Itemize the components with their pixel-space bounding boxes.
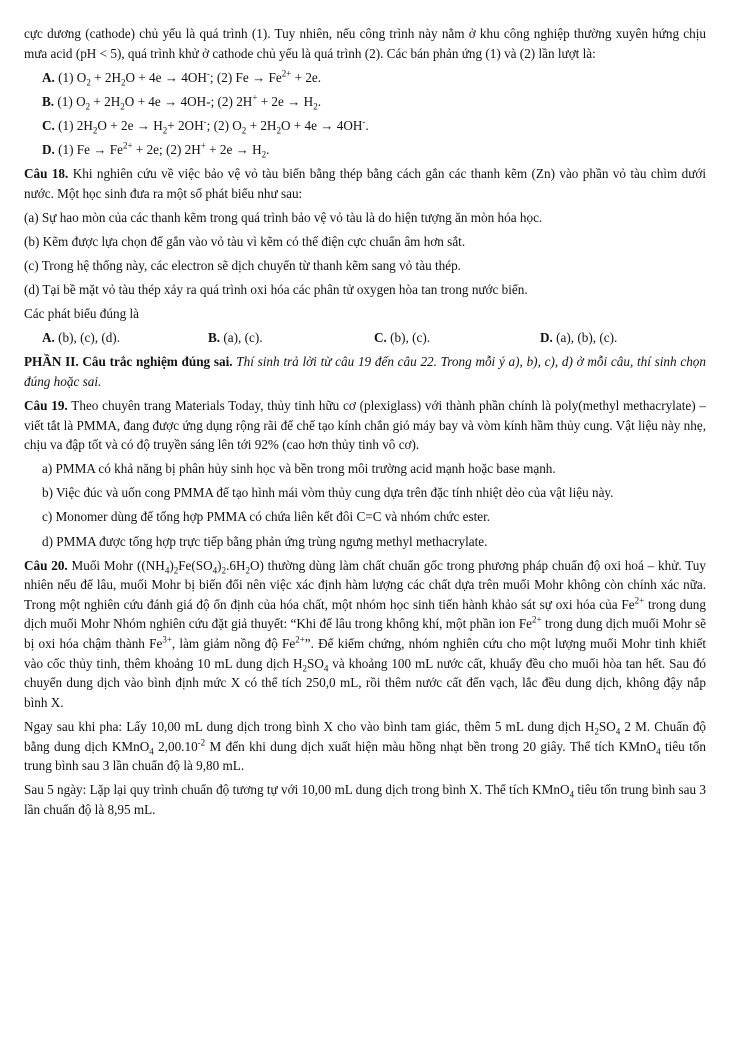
- q19-statement-a: a) PMMA có khả năng bị phân hủy sinh học và bền trong môi trường acid mạnh hoặc base mạnh.: [42, 461, 556, 477]
- q17-stem-line: xuyên hứng chịu mưa acid (pH < 5), quá trình khử ở cathode chủ yếu là quá trình (2). Các bán phản ứng: [24, 26, 707, 61]
- option-label: B.: [42, 93, 55, 109]
- section-title: PHẦN II. Câu trắc nghiệm đúng sai.: [24, 354, 233, 370]
- q17-option-d[interactable]: D. (1) $Fe \to Fe^{2+} + 2e$; (2) $2H^+ + 2e \to H_2$.: [42, 140, 270, 160]
- option-label: D.: [42, 141, 55, 157]
- q20-step-after-5-days: Sau 5 ngày: Lặp lại quy trình chuẩn độ tương tự với 10,00 mL dung dịch trong bình X. Thể tích KMnO$_4$ tiêu tốn trung bình sau 3 lần chuẩn độ là 8,95 mL.: [24, 782, 706, 817]
- exam-page: [24, 24, 706, 824]
- question-label: Câu 20.: [24, 557, 68, 573]
- q19-statement-d: d) PMMA được tổng hợp trực tiếp bằng phản ứng trùng ngưng methyl methacrylate.: [42, 533, 488, 549]
- q17-option-b[interactable]: B. (1) $O_2 + 2H_2O + 4e \to 4OH-$; (2) $2H^+ + 2e \to H_2$.: [42, 92, 321, 112]
- q19-statement-c: c) Monomer dùng để tổng hợp PMMA có chứa liên kết đôi C=C và nhóm chức ester.: [42, 509, 491, 525]
- q18-option-a[interactable]: A. (b), (c), (d).: [42, 330, 120, 346]
- q17-option-a[interactable]: A. (1) $O_2 + 2H_2O + 4e \to 4OH^-$; (2) $Fe \to Fe^{2+} + 2e$.: [42, 68, 322, 88]
- q17-option-c[interactable]: C. (1) $2H_2O + 2e \to H_2+ 2OH^-$; (2) $O_2 + 2H_2O + 4e \to 4OH^-$.: [42, 116, 369, 136]
- q20-step-initial: Ngay sau khi pha: Lấy 10,00 mL dung dịch trong bình X cho vào bình tam giác, thêm 5 mL dung dịch $H_2SO_4$ 2 M. Chuẩn độ bằng dung dịch KMnO$_4$ $2,00.10^{-2}$ M đến khi dung dịch xuất hiện màu hồng nhạt bền trong 20 giây. Thể tích KMnO$_4$ tiêu tốn trung bình sau 3 lần chuẩn độ là 9,80 mL.: [24, 718, 707, 774]
- q19-stem: Câu 19. Theo chuyên trang Materials Today, thủy tinh hữu cơ (plexiglass) với thành phần chính là poly(methyl methacrylate) – viết tắt là PMMA, đang được ứng dụng rộng rãi để chế tạo kính chắn gió máy bay và vòm kính hầm thủy cung. Vật liệu này nhẹ, chịu va đập tốt và có độ truyền sáng lên tới 92% (cao hơn thủy tinh vô cơ).: [24, 398, 706, 453]
- q18-statement-b: (b) Kẽm được lựa chọn để gắn vào vỏ tàu vì kẽm có thế điện cực chuẩn âm hơn sắt.: [24, 233, 466, 249]
- q18-option-c[interactable]: C. (b), (c).: [374, 330, 431, 346]
- q18-prompt: Các phát biểu đúng là: [24, 306, 139, 322]
- section-instructions: Thí sinh trả lời từ câu 19 đến câu 22. Trong mỗi ý a), b), c), d) ở mỗi câu, thí sinh chọn đúng hoặc sai.: [24, 354, 706, 389]
- q17-stem-line: cực dương (cathode) chủ yếu là quá trình (1). Tuy nhiên, nếu công trình này nằm ở khu công nghiệp thường: [24, 26, 612, 41]
- option-label: A.: [42, 69, 55, 85]
- q17-stem: [24, 24, 706, 63]
- q19-statement-b: b) Việc đúc và uốn cong PMMA để tạo hình mái vòm thủy cung dựa trên đặc tính nhiệt dẻo của vật liệu này.: [42, 485, 614, 501]
- option-label: C.: [42, 117, 55, 133]
- q18-option-b[interactable]: B. (a), (c).: [208, 330, 263, 346]
- q20-stem: Câu 20. Muối Mohr $((NH_4)_2Fe(SO_4)_2.6H_2O)$ thường dùng làm chất chuẩn gốc trong phương pháp chuẩn độ oxi hoá – khử. Tuy nhiên nếu để lâu, muối Mohr bị biến đổi nên việc xác định hàm lượng các chất dựa trên muối Mohr không còn chính xác nữa. Trong một nghiên cứu đánh giá độ ổn định của hóa chất, một nhóm học sinh tiến hành khảo sát sự oxi hóa của $Fe^{2+}$ trong dung dịch muối Mohr Nhóm nghiên cứu đặt giả thuyết: “Khi để lâu trong không khí, một phần ion $Fe^{2+}$ trong dung dịch muối Mohr sẽ bị oxi hóa chậm thành $Fe^{3+}$, làm giảm nồng độ $Fe^{2+}$”. Để kiểm chứng, nhóm nghiên cứu cho một lượng muối Mohr tinh khiết vào cốc thủy tinh, thêm khoảng 10 mL dung dịch $H_2SO_4$ và khoảng 100 mL nước cất, khuấy đều cho muối hòa tan hết. Sau đó chuyển dung dịch vào bình định mức X có thể tích 250,0 mL, rồi thêm nước cất đến vạch, lắc đều dung dịch, không đậy nắp bình X.: [24, 557, 707, 710]
- q18-options: [24, 328, 706, 348]
- q18-stem: Câu 18. Khi nghiên cứu về việc bảo vệ vỏ tàu biển bằng thép bằng cách gắn các thanh kẽm (Zn) vào phần vỏ tàu chìm dưới nước. Một học sinh đưa ra một số phát biểu như sau:: [24, 166, 706, 201]
- question-label: Câu 19.: [24, 398, 68, 413]
- q18-statement-d: (d) Tại bề mặt vỏ tàu thép xảy ra quá trình oxi hóa các phân tử oxygen hòa tan trong nước biển.: [24, 282, 528, 298]
- q18-option-d[interactable]: D. (a), (b), (c).: [540, 330, 618, 346]
- q18-statement-c: (c) Trong hệ thống này, các electron sẽ dịch chuyển từ thanh kẽm sang vỏ tàu thép.: [24, 257, 461, 273]
- q18-statement-a: (a) Sự hao mòn của các thanh kẽm trong quá trình bảo vệ vỏ tàu là do hiện tượng ăn mòn hóa học.: [24, 209, 543, 225]
- question-label: Câu 18.: [24, 166, 69, 182]
- q17-stem-line: (1) và (2) lần lượt là:: [485, 45, 596, 61]
- part2-heading: [24, 352, 706, 391]
